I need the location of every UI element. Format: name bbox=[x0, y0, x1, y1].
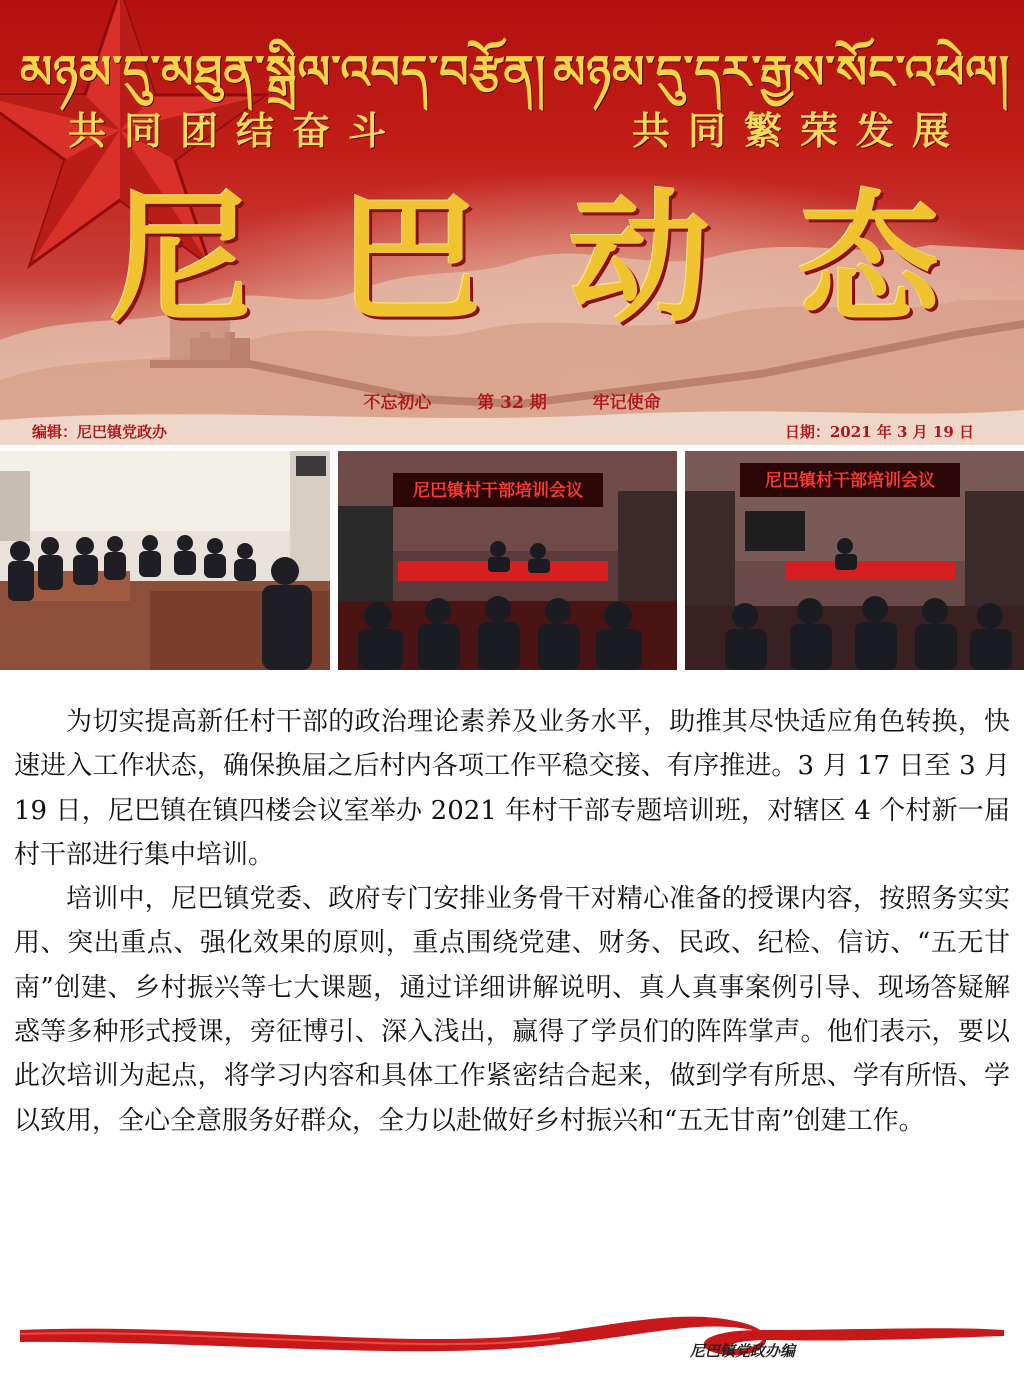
slogan-left: 共同团结奋斗 bbox=[68, 108, 405, 153]
title-char: 尼 bbox=[110, 177, 252, 342]
motto-right: 牢记使命 bbox=[592, 393, 661, 413]
title-char: 巴 bbox=[339, 177, 482, 342]
editor-credit: 编辑：尼巴镇党政办 bbox=[32, 423, 168, 441]
article-paragraph: 为切实提高新任村干部的政治理论素养及业务水平，助推其尽快适应角色转换，快速进入工作状态，确保换届之后村内各项工作平稳交接、有序推进。3 月 17 日至 3 月 19 日，尼巴镇在镇四楼会议室举办 2021 年村干部专题培训班，对辖区 4 个村新一届村干部进行集中培训。 bbox=[14, 707, 1010, 870]
issue-line bbox=[0, 388, 1024, 413]
training-photo-2 bbox=[338, 451, 677, 670]
red-ribbon-decoration bbox=[0, 1302, 1024, 1384]
tibetan-slogan-right: མཉམ་དུ་དར་རྒྱས་སོང་འཕེལ། bbox=[553, 45, 1010, 99]
led-banner-text: 尼巴镇村干部培训会议 bbox=[765, 471, 935, 491]
tibetan-slogan-left: མཉམ་དུ་མཐུན་སྒྲིལ་འབད་བརྩོན། bbox=[20, 45, 547, 99]
meeting-room-photo bbox=[0, 451, 330, 670]
issue-number: 第 32 期 bbox=[477, 393, 547, 413]
training-photo-1 bbox=[0, 451, 330, 670]
led-banner-meeting-photo bbox=[338, 451, 677, 670]
issue-date: 日期：2021 年 3 月 19 日 bbox=[784, 423, 974, 441]
led-banner-meeting-photo bbox=[685, 451, 1024, 670]
training-photo-3 bbox=[685, 451, 1024, 670]
photo-strip bbox=[0, 451, 1024, 671]
title-char: 态 bbox=[797, 177, 940, 342]
article-body bbox=[14, 700, 1010, 1143]
article-paragraph: 培训中，尼巴镇党委、政府专门安排业务骨干对精心准备的授课内容，按照务实实用、突出重点、强化效果的原则，重点围绕党建、财务、民政、纪检、信访、“五无甘南”创建、乡村振兴等七大课题，通过详细讲解说明、真人真事案例引导、现场答疑解惑等多种形式授课，旁征博引、深入浅出，赢得了学员们的阵阵掌声。他们表示，要以此次培训为起点，将学习内容和具体工作紧密结合起来，做到学有所思、学有所悟、学以致用，全心全意服务好群众，全力以赴做好乡村振兴和“五无甘南”创建工作。 bbox=[14, 884, 1010, 1136]
newsletter-title bbox=[110, 177, 940, 342]
header-banner bbox=[0, 0, 1024, 445]
led-banner-text: 尼巴镇村干部培训会议 bbox=[413, 481, 583, 501]
footer-signature: 尼巴镇党政办编 bbox=[690, 1342, 796, 1360]
slogan-right: 共同繁荣发展 bbox=[631, 108, 968, 153]
title-char: 动 bbox=[568, 177, 711, 342]
chinese-slogan bbox=[68, 100, 968, 155]
motto-left: 不忘初心 bbox=[363, 393, 432, 413]
